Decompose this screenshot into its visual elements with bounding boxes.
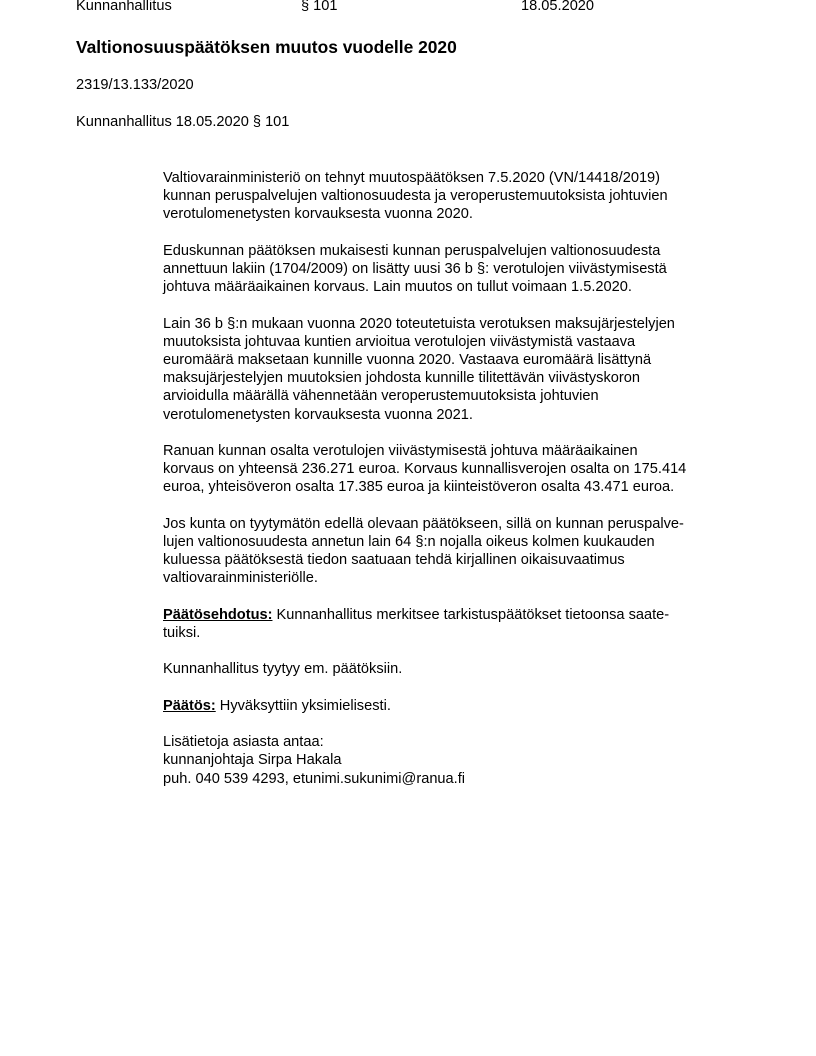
paragraph <box>163 315 753 424</box>
text-line <box>163 697 753 715</box>
text-line: tuiksi. <box>163 625 201 641</box>
proposal-text: Kunnanhallitus merkitsee tarkistuspäätökset tietoonsa saate- <box>272 606 670 623</box>
text-line: Eduskunnan päätöksen mukaisesti kunnan peruspalvelujen valtionosuudesta <box>163 242 661 259</box>
text-line: euromäärä maksetaan kunnille vuonna 2020. Vastaava euromäärä lisättynä <box>163 352 652 368</box>
text-line <box>163 606 753 624</box>
text-line: annettuun lakiin (1704/2009) on lisätty uusi 36 b §: verotulojen viivästymisestä <box>163 261 667 277</box>
paragraph <box>163 242 753 297</box>
decision-label: Päätös: <box>163 697 216 714</box>
text-line: muutoksista johtuvaa kuntien arvioitua verotulojen viivästymistä vastaava <box>163 333 636 350</box>
text-line: arvioidulla määrällä vähennetään veroperustemuutoksista johtuvien <box>163 388 599 405</box>
text-line: Valtiovarainministeriö on tehnyt muutospäätöksen 7.5.2020 (VN/14418/2019) <box>163 170 661 186</box>
header-section: § 101 <box>301 0 338 14</box>
text-line: Ranuan kunnan osalta verotulojen viivästymisestä johtuva määräaikainen <box>163 443 638 459</box>
header-organ: Kunnanhallitus <box>76 0 172 14</box>
text-line: lujen valtionosuudesta annetun lain 64 §:n nojalla oikeus kolmen kuukauden <box>163 534 655 550</box>
text-line: maksujärjestelyjen muutoksien johdosta kunnille tilitettävän viivästyskoron <box>163 370 640 387</box>
text-line: Lain 36 b §:n mukaan vuonna 2020 toteutetuista verotuksen maksujärjestelyjen <box>163 315 675 332</box>
proposal-label: Päätösehdotus: <box>163 606 273 623</box>
text-line: kunnan peruspalvelujen valtionosuudesta ja veroperustemuutoksista johtuvien <box>163 188 668 205</box>
contact-line: Lisätietoja asiasta antaa: <box>163 734 324 751</box>
text-line: kuluessa päätöksestä tiedon saatuaan tehdä kirjallinen oikaisuvaatimus <box>163 552 625 569</box>
text-line: verotulomenetysten korvauksesta vuonna 2021. <box>163 406 473 423</box>
contact-line: kunnanjohtaja Sirpa Hakala <box>163 752 342 769</box>
text-line: korvaus on yhteensä 236.271 euroa. Korvaus kunnallisverojen osalta on 175.414 <box>163 461 687 478</box>
paragraph <box>163 515 753 588</box>
contact-line: puh. 040 539 4293, etunimi.sukunimi@ranua.fi <box>163 770 466 787</box>
reference-number: 2319/13.133/2020 <box>76 77 194 93</box>
text-line: euroa, yhteisöveron osalta 17.385 euroa ja kiinteistöveron osalta 43.471 euroa. <box>163 479 675 496</box>
paragraph <box>163 442 753 497</box>
meeting-reference: Kunnanhallitus 18.05.2020 § 101 <box>76 114 290 130</box>
document-body <box>163 169 753 806</box>
text-line: Kunnanhallitus tyytyy em. päätöksiin. <box>163 661 403 678</box>
text-line: valtiovarainministeriölle. <box>163 570 318 587</box>
text-line: Jos kunta on tyytymätön edellä olevaan päätökseen, sillä on kunnan peruspalve- <box>163 515 684 532</box>
acceptance-paragraph <box>163 660 753 678</box>
proposal-paragraph <box>163 606 753 642</box>
text-line: johtuva määräaikainen korvaus. Lain muutos on tullut voimaan 1.5.2020. <box>163 279 632 296</box>
page-header <box>0 0 816 18</box>
text-line: verotulomenetysten korvauksesta vuonna 2020. <box>163 206 473 223</box>
paragraph <box>163 169 753 224</box>
decision-text: Hyväksyttiin yksimielisesti. <box>215 697 391 714</box>
decision-paragraph <box>163 697 753 715</box>
contact-paragraph <box>163 733 753 788</box>
document-title: Valtionosuuspäätöksen muutos vuodelle 2020 <box>76 37 457 57</box>
header-date: 18.05.2020 <box>521 0 595 14</box>
